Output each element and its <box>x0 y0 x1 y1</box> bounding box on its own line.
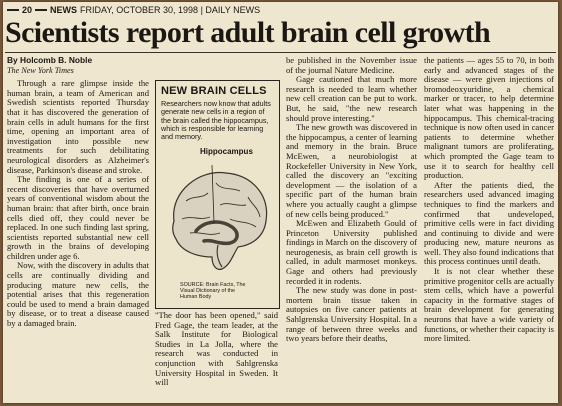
sidebar-text: Researchers now know that adults generate new cells in a region of the brain called the hippocampus, which is responsible for learning and memory. <box>161 99 271 142</box>
sidebar-graphic <box>155 80 280 309</box>
section-name: NEWS <box>50 5 78 15</box>
newspaper-clipping <box>3 2 558 403</box>
column-2 <box>155 311 278 401</box>
column-1 <box>7 56 149 401</box>
sidebar-source: SOURCE: Brain Facts, The Visual Dictionary of the Human Body <box>180 282 246 301</box>
paragraph: Now, with the discovery in adults that cells are continually dividing and producing mature new cells, the potential arises that this regeneration could be used to mend a brain damaged by disease, or to treat a disease caused by a damaged brain. <box>7 260 149 329</box>
folio-rule <box>35 9 47 11</box>
paragraph: the patients — ages 55 to 70, in both early and advanced stages of the disease — were given injections of bromodeoxyuridine, a chemical marker or tracer, to help determine later what was happening in the hippocampus. This chemical-tracing technique is now often used in cancer patients to determine whether malignant tumors are proliferating, which prompted the Gage team to use it to search for healthy cell production. <box>424 55 554 181</box>
byline-source: The New York Times <box>7 65 74 75</box>
folio-rule <box>7 9 19 11</box>
column-4 <box>424 56 554 401</box>
paragraph: It is not clear whether these primitive progenitor cells are actually stem cells, which have a powerful capacity in the formative stages of brain development for generating neurons that have a wide variety of functions, or whether their capacity is more limited. <box>424 266 554 344</box>
paragraph: The new growth was discovered in the hippocampus, a center of learning and memory in the brain. Bruce McEwen, a neurobiologist at Rockefeller University in New York, called the discovery an "exciting development — the isolation of a specific part of the human brain where you actually caught a glimpse of new cells being produced." <box>286 122 417 219</box>
hippocampus-label: Hippocampus <box>200 147 253 156</box>
paragraph: be published in the November issue of the journal Nature Medicine. <box>286 55 417 75</box>
paragraph: The finding is one of a series of recent discoveries that have overturned years of conventional wisdom about the human brain: that after birth, once brain cells died off, they could never be replaced. In one such finding last spring, scientists reported substantial new cell growth in the brains of developing children under age 6. <box>7 174 149 261</box>
page-number: 20 <box>22 5 33 15</box>
sidebar-title: NEW BRAIN CELLS <box>161 85 267 97</box>
column-3 <box>286 56 417 401</box>
headline: Scientists report adult brain cell growth <box>5 16 491 49</box>
brain-illustration <box>160 161 274 281</box>
dateline: FRIDAY, OCTOBER 30, 1998 | DAILY NEWS <box>80 5 261 15</box>
headline-rule <box>5 52 556 53</box>
paragraph: "The door has been opened," said Fred Gage, the team leader, at the Salk Institute for Biological Studies in La Jolla, where the research was conducted in conjunction with Sahlgrenska University Hospital in Sweden. It will <box>155 310 278 388</box>
paragraph: Gage cautioned that much more research is needed to learn whether new cell creation can be put to work. But, he said, "the new research should prove interesting." <box>286 74 417 123</box>
byline: By Holcomb B. Noble <box>7 55 93 65</box>
folio-line <box>7 4 260 16</box>
paragraph: The new study was done in post-mortem brain tissue taken in autopsies on five cancer patients at Sahlgrenska University Hospital. In a range of between three weeks and two years before their deaths, <box>286 285 417 344</box>
paragraph: Through a rare glimpse inside the human brain, a team of American and Swedish scientists reported Thursday that it has discovered the generation of brain cells in adult humans for the first time, opening an important area of investigation into possible new treatments for such debilitating neurological disorders as Alzheimer's disease, Parkinson's disease and stroke. <box>7 78 149 175</box>
paragraph: After the patients died, the researchers used advanced imaging techniques to find the markers and confirmed that undeveloped, primitive cells were in fact dividing and continuing to divide and were producing new, mature neurons as well. They also found indications that this process continues until death. <box>424 179 554 267</box>
paragraph: McEwen and Elizabeth Gould of Princeton University published findings in March on the discovery of neurogenesis, as brain cell growth is called, in adult marmoset monkeys. Gage and others had previously recorded it in rodents. <box>286 218 417 286</box>
